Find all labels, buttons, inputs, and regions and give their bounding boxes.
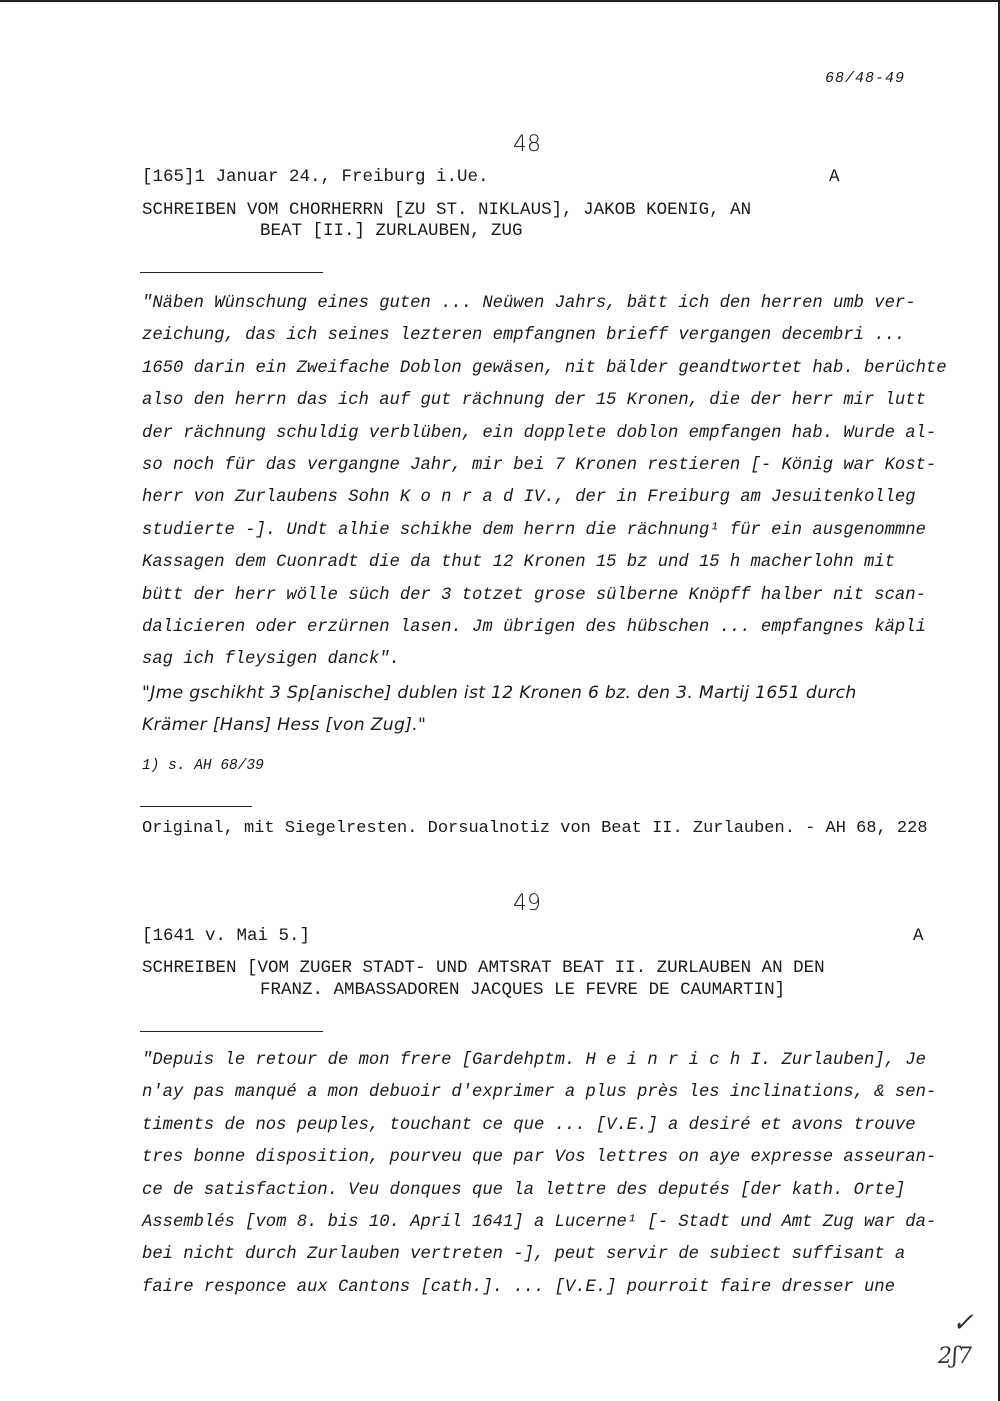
doc49-original-mark: A [913,926,924,946]
doc48-original-note: Original, mit Siegelresten. Dorsualnotiz von Beat II. Zurlauben. - AH 68, 228 [142,819,928,838]
doc49-separator [140,1031,323,1032]
text-line: faire responce aux Cantons [cath.]. ... [V.E.] pourroit faire dresser une [142,1277,895,1297]
doc48-separator [140,272,323,273]
script-line: Krämer [Hans] Hess [von Zug]." [142,715,427,736]
text-line: timents de nos peuples, touchant ce que ... [V.E.] a desiré et avons trouve [142,1115,916,1135]
doc48-original-mark: A [829,167,840,187]
text-line: Kassagen dem Cuonradt die da thut 12 Kronen 15 bz und 15 h macherlohn mit [142,553,895,573]
text-line: n'ay pas manqué a mon debuoir d'exprimer a plus près les inclinations, & sen- [142,1083,937,1103]
text-line: "Depuis le retour de mon frere [Gardehptm. H e i n r i c h I. Zurlauben], Je [142,1051,926,1070]
doc48-body [142,288,947,742]
doc49-date-place: [1641 v. Mai 5.] [142,926,311,946]
script-line: "Jme gschikht 3 Sp[anische] dublen ist 12 Kronen 6 bz. den 3. Martij 1651 durch [142,682,857,703]
document-number-49: 49 [513,891,541,916]
doc48-date-place: [165]1 Januar 24., Freiburg i.Ue. [142,167,489,187]
doc49-body [142,1045,937,1304]
text-line: studierte -]. Undt alhie schikhe dem herrn die rächnung¹ für ein ausgenommne [142,520,926,540]
page-reference: 68/48-49 [824,70,905,87]
text-line: bütt der herr wölle süch der 3 totzet grose sülberne Knöpff halber nit scan- [142,585,926,605]
text-line: Assemblés [vom 8. bis 10. April 1641] a Lucerne¹ [- Stadt und Amt Zug war da- [142,1213,937,1233]
document-number-48: 48 [513,132,541,157]
text-line: zeichung, das ich seines lezteren empfangnen brieff vergangen decembri ... [142,326,906,346]
doc48-footnote-separator [140,806,252,807]
doc48-header-line1: SCHREIBEN VOM CHORHERRN [ZU ST. NIKLAUS], JAKOB KOENIG, AN [142,200,752,220]
text-line: "Näben Wünschung eines guten ... Neüwen Jahrs, bätt ich den herren umb ver- [142,294,916,313]
doc49-header-line2: FRANZ. AMBASSADOREN JACQUES LE FEVRE DE CAUMARTIN] [260,980,786,1000]
handwritten-page-number: 2ʃ7 [938,1344,972,1369]
text-line: 1650 darin ein Zweifache Doblon gewäsen, nit bälder geandtwortet hab. berüchte [142,358,947,378]
doc48-header-line2: BEAT [II.] ZURLAUBEN, ZUG [260,221,523,241]
text-line: ce de satisfaction. Veu donques que la lettre des deputés [der kath. Orte] [142,1180,906,1200]
handwritten-check-mark: ✓ [952,1308,974,1338]
scan-border-top [0,0,1000,2]
text-line: dalicieren oder erzürnen lasen. Jm übrigen des hübschen ... empfangnes käpli [142,618,926,638]
doc48-footnote: 1) s. AH 68/39 [142,758,264,774]
text-line: tres bonne disposition, pourveu que par Vos lettres on aye expresse asseuran- [142,1148,937,1168]
text-line: sag ich fleysigen danck". [142,650,400,670]
doc49-header-line1: SCHREIBEN [VOM ZUGER STADT- UND AMTSRAT BEAT II. ZURLAUBEN AN DEN [142,958,825,978]
text-line: der rächnung schuldig verblüben, ein dopplete doblon empfangen hab. Wurde al- [142,423,937,443]
text-line: herr von Zurlaubens Sohn K o n r a d IV., der in Freiburg am Jesuitenkolleg [142,488,916,508]
text-line: bei nicht durch Zurlauben vertreten -], peut servir de subiect suffisant a [142,1245,906,1265]
text-line: so noch für das vergangne Jahr, mir bei 7 Kronen restieren [- König war Kost- [142,456,937,476]
text-line: also den herrn das ich auf gut rächnung der 15 Kronen, die der herr mir lutt [142,391,926,411]
